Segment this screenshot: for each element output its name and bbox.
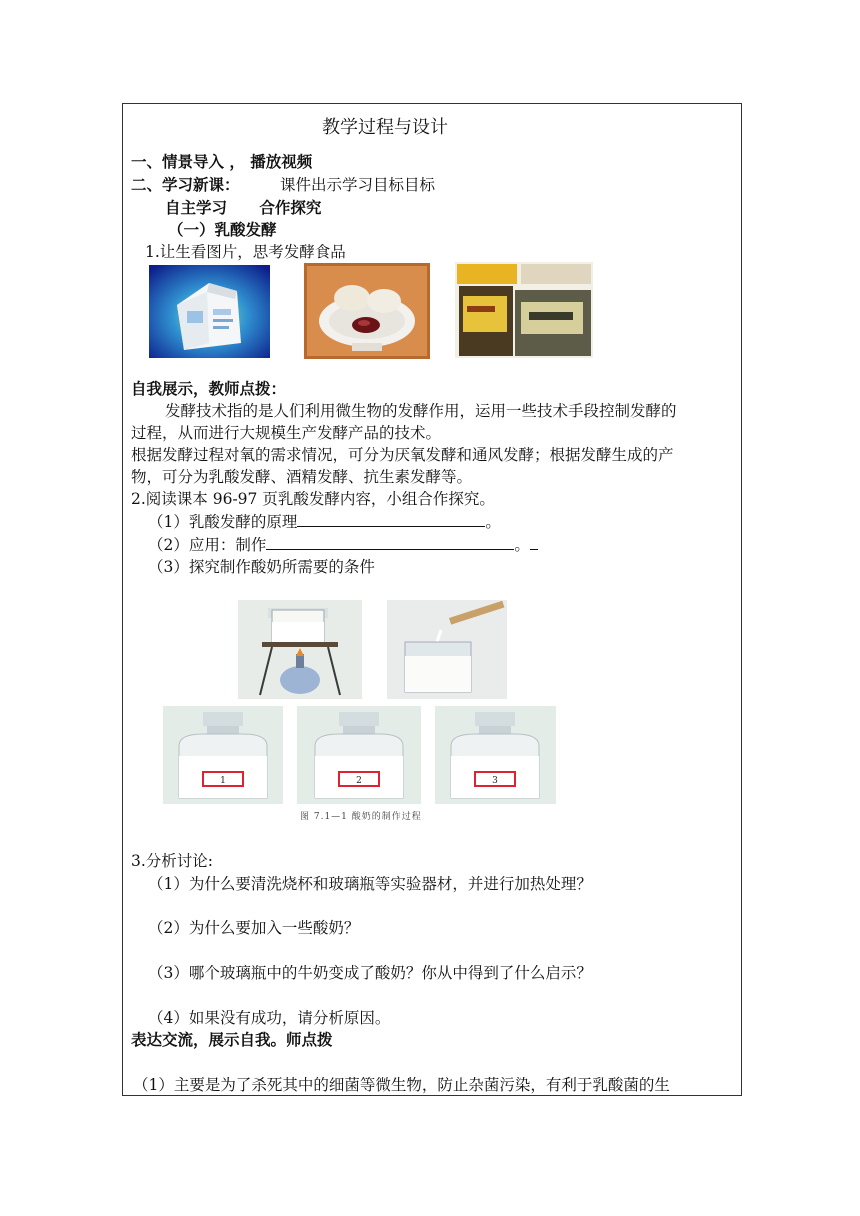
jar-label-3: 3 — [492, 776, 498, 786]
question-principle — [148, 512, 501, 532]
fill-blank[interactable] — [266, 535, 514, 550]
paragraph-line: 根据发酵过程对氧的需求情况，可分为厌氧发酵和通风发酵；根据发酵生成的产 — [131, 446, 674, 464]
pouring-milk-photo — [387, 600, 507, 699]
item-2: 2.阅读课本 96-97 页乳酸发酵内容，小组合作探究。 — [131, 490, 495, 508]
paragraph-line: 物，可分为乳酸发酵、酒精发酵、抗生素发酵等。 — [131, 468, 473, 486]
jar-2-photo — [297, 706, 421, 804]
paragraph-line: 发酵技术指的是人们利用微生物的发酵作用，运用一些技术手段控制发酵的 — [165, 402, 677, 420]
section-lactic-fermentation: （一）乳酸发酵 — [168, 220, 277, 239]
jar-label-1: 1 — [220, 776, 226, 786]
jar-3-photo — [435, 706, 556, 804]
discussion-question-4: （4）如果没有成功，请分析原因。 — [148, 1009, 391, 1027]
question-application-end: 。 — [514, 536, 530, 554]
page-title: 教学过程与设计 — [322, 117, 448, 138]
section-new-lesson: 二、学习新课： — [131, 175, 240, 194]
fill-blank-tail — [530, 535, 538, 550]
fill-blank[interactable] — [297, 512, 485, 527]
milk-carton-photo — [149, 265, 270, 358]
section-new-lesson-note: 课件出示学习目标目标 — [280, 176, 436, 194]
section-self-study: 自主学习 合作探究 — [165, 198, 322, 217]
section-intro: 一、情景导入 ， 播放视频 — [131, 152, 313, 171]
question-application — [148, 535, 538, 555]
question-application-label: （2）应用：制作 — [148, 536, 267, 554]
figure-caption: 图 7.1—1 酸奶的制作过程 — [300, 812, 422, 822]
exchange-heading: 表达交流，展示自我。师点拨 — [131, 1030, 333, 1049]
discussion-question-3: （3）哪个玻璃瓶中的牛奶变成了酸奶？你从中得到了什么启示？ — [148, 964, 592, 982]
fermented-tofu-jars-photo — [455, 262, 593, 358]
question-principle-label: （1）乳酸发酵的原理 — [148, 513, 298, 531]
discussion-question-2: （2）为什么要加入一些酸奶？ — [148, 919, 360, 937]
question-conditions: （3）探究制作酸奶所需要的条件 — [148, 558, 375, 576]
item-3: 3.分析讨论: — [131, 852, 214, 870]
item-1: 1.让生看图片，思考发酵食品 — [145, 243, 346, 261]
jar-label-2: 2 — [356, 776, 362, 786]
bread-plate-photo — [304, 263, 430, 359]
answer-1: （1）主要是为了杀死其中的细菌等微生物，防止杂菌污染，有利于乳酸菌的生 — [133, 1076, 670, 1094]
paragraph-line: 过程，从而进行大规模生产发酵产品的技术。 — [131, 424, 442, 442]
jar-1-photo — [163, 706, 283, 804]
discussion-question-1: （1）为什么要清洗烧杯和玻璃瓶等实验器材，并进行加热处理？ — [148, 875, 592, 893]
self-show-heading: 自我展示，教师点拨： — [131, 379, 287, 398]
question-principle-end: 。 — [485, 513, 501, 531]
heating-beaker-photo — [238, 600, 362, 699]
